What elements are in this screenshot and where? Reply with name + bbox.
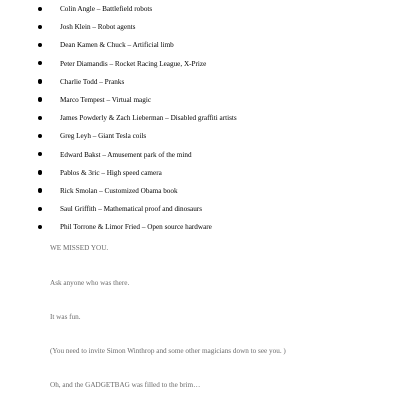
list-item	[36, 91, 386, 109]
bullet-icon	[38, 25, 42, 29]
list-item-text: Edward Bakst – Amusement park of the mind	[60, 150, 192, 159]
bullet-icon	[38, 61, 42, 65]
list-item-text: Saul Griffith – Mathematical proof and dinosaurs	[60, 205, 202, 214]
list-item	[36, 0, 386, 18]
list-item	[36, 200, 386, 218]
speaker-list	[36, 0, 386, 236]
list-item	[36, 164, 386, 182]
paragraph-gadgetbag: Oh, and the GADGETBAG was filled to the brim…	[50, 381, 201, 389]
list-item	[36, 55, 386, 73]
list-item-text: Pablos & 3ric – High speed camera	[60, 168, 162, 177]
list-item	[36, 127, 386, 145]
list-item-text: Phil Torrone & Limor Fried – Open source hardware	[60, 223, 212, 232]
bullet-icon	[38, 7, 42, 11]
list-item	[36, 18, 386, 36]
paragraph-missed: WE MISSED YOU.	[50, 244, 109, 252]
list-item-text: Josh Klein – Robot agents	[60, 23, 136, 32]
bullet-icon	[38, 97, 42, 101]
bullet-icon	[38, 152, 42, 156]
list-item	[36, 146, 386, 164]
bullet-icon	[38, 79, 42, 83]
list-item-text: James Powderly & Zach Lieberman – Disabled graffiti artists	[60, 114, 237, 123]
paragraph-invite: (You need to invite Simon Winthrop and some other magicians down to see you. )	[50, 347, 286, 355]
list-item	[36, 73, 386, 91]
list-item	[36, 109, 386, 127]
list-item	[36, 182, 386, 200]
bullet-icon	[38, 134, 42, 138]
bullet-icon	[38, 170, 42, 174]
bullet-icon	[38, 188, 42, 192]
list-item-text: Greg Leyh – Giant Tesla coils	[60, 132, 147, 141]
list-item-text: Charlie Todd – Pranks	[60, 77, 125, 86]
paragraph-ask: Ask anyone who was there.	[50, 279, 130, 287]
list-item-text: Dean Kamen & Chuck – Artificial limb	[60, 41, 174, 50]
list-item-text: Colin Angle – Battlefield robots	[60, 5, 153, 13]
list-item	[36, 36, 386, 54]
list-item-text: Peter Diamandis – Rocket Racing League, X-Prize	[60, 59, 207, 68]
bullet-icon	[38, 43, 42, 47]
list-item-text: Marco Tempest – Virtual magic	[60, 95, 152, 104]
list-item	[36, 218, 386, 236]
paragraph-fun: It was fun.	[50, 313, 81, 321]
bullet-icon	[38, 207, 42, 211]
bullet-icon	[38, 116, 42, 120]
bullet-icon	[38, 225, 42, 229]
list-item-text: Rick Smolan – Customized Obama book	[60, 186, 178, 195]
